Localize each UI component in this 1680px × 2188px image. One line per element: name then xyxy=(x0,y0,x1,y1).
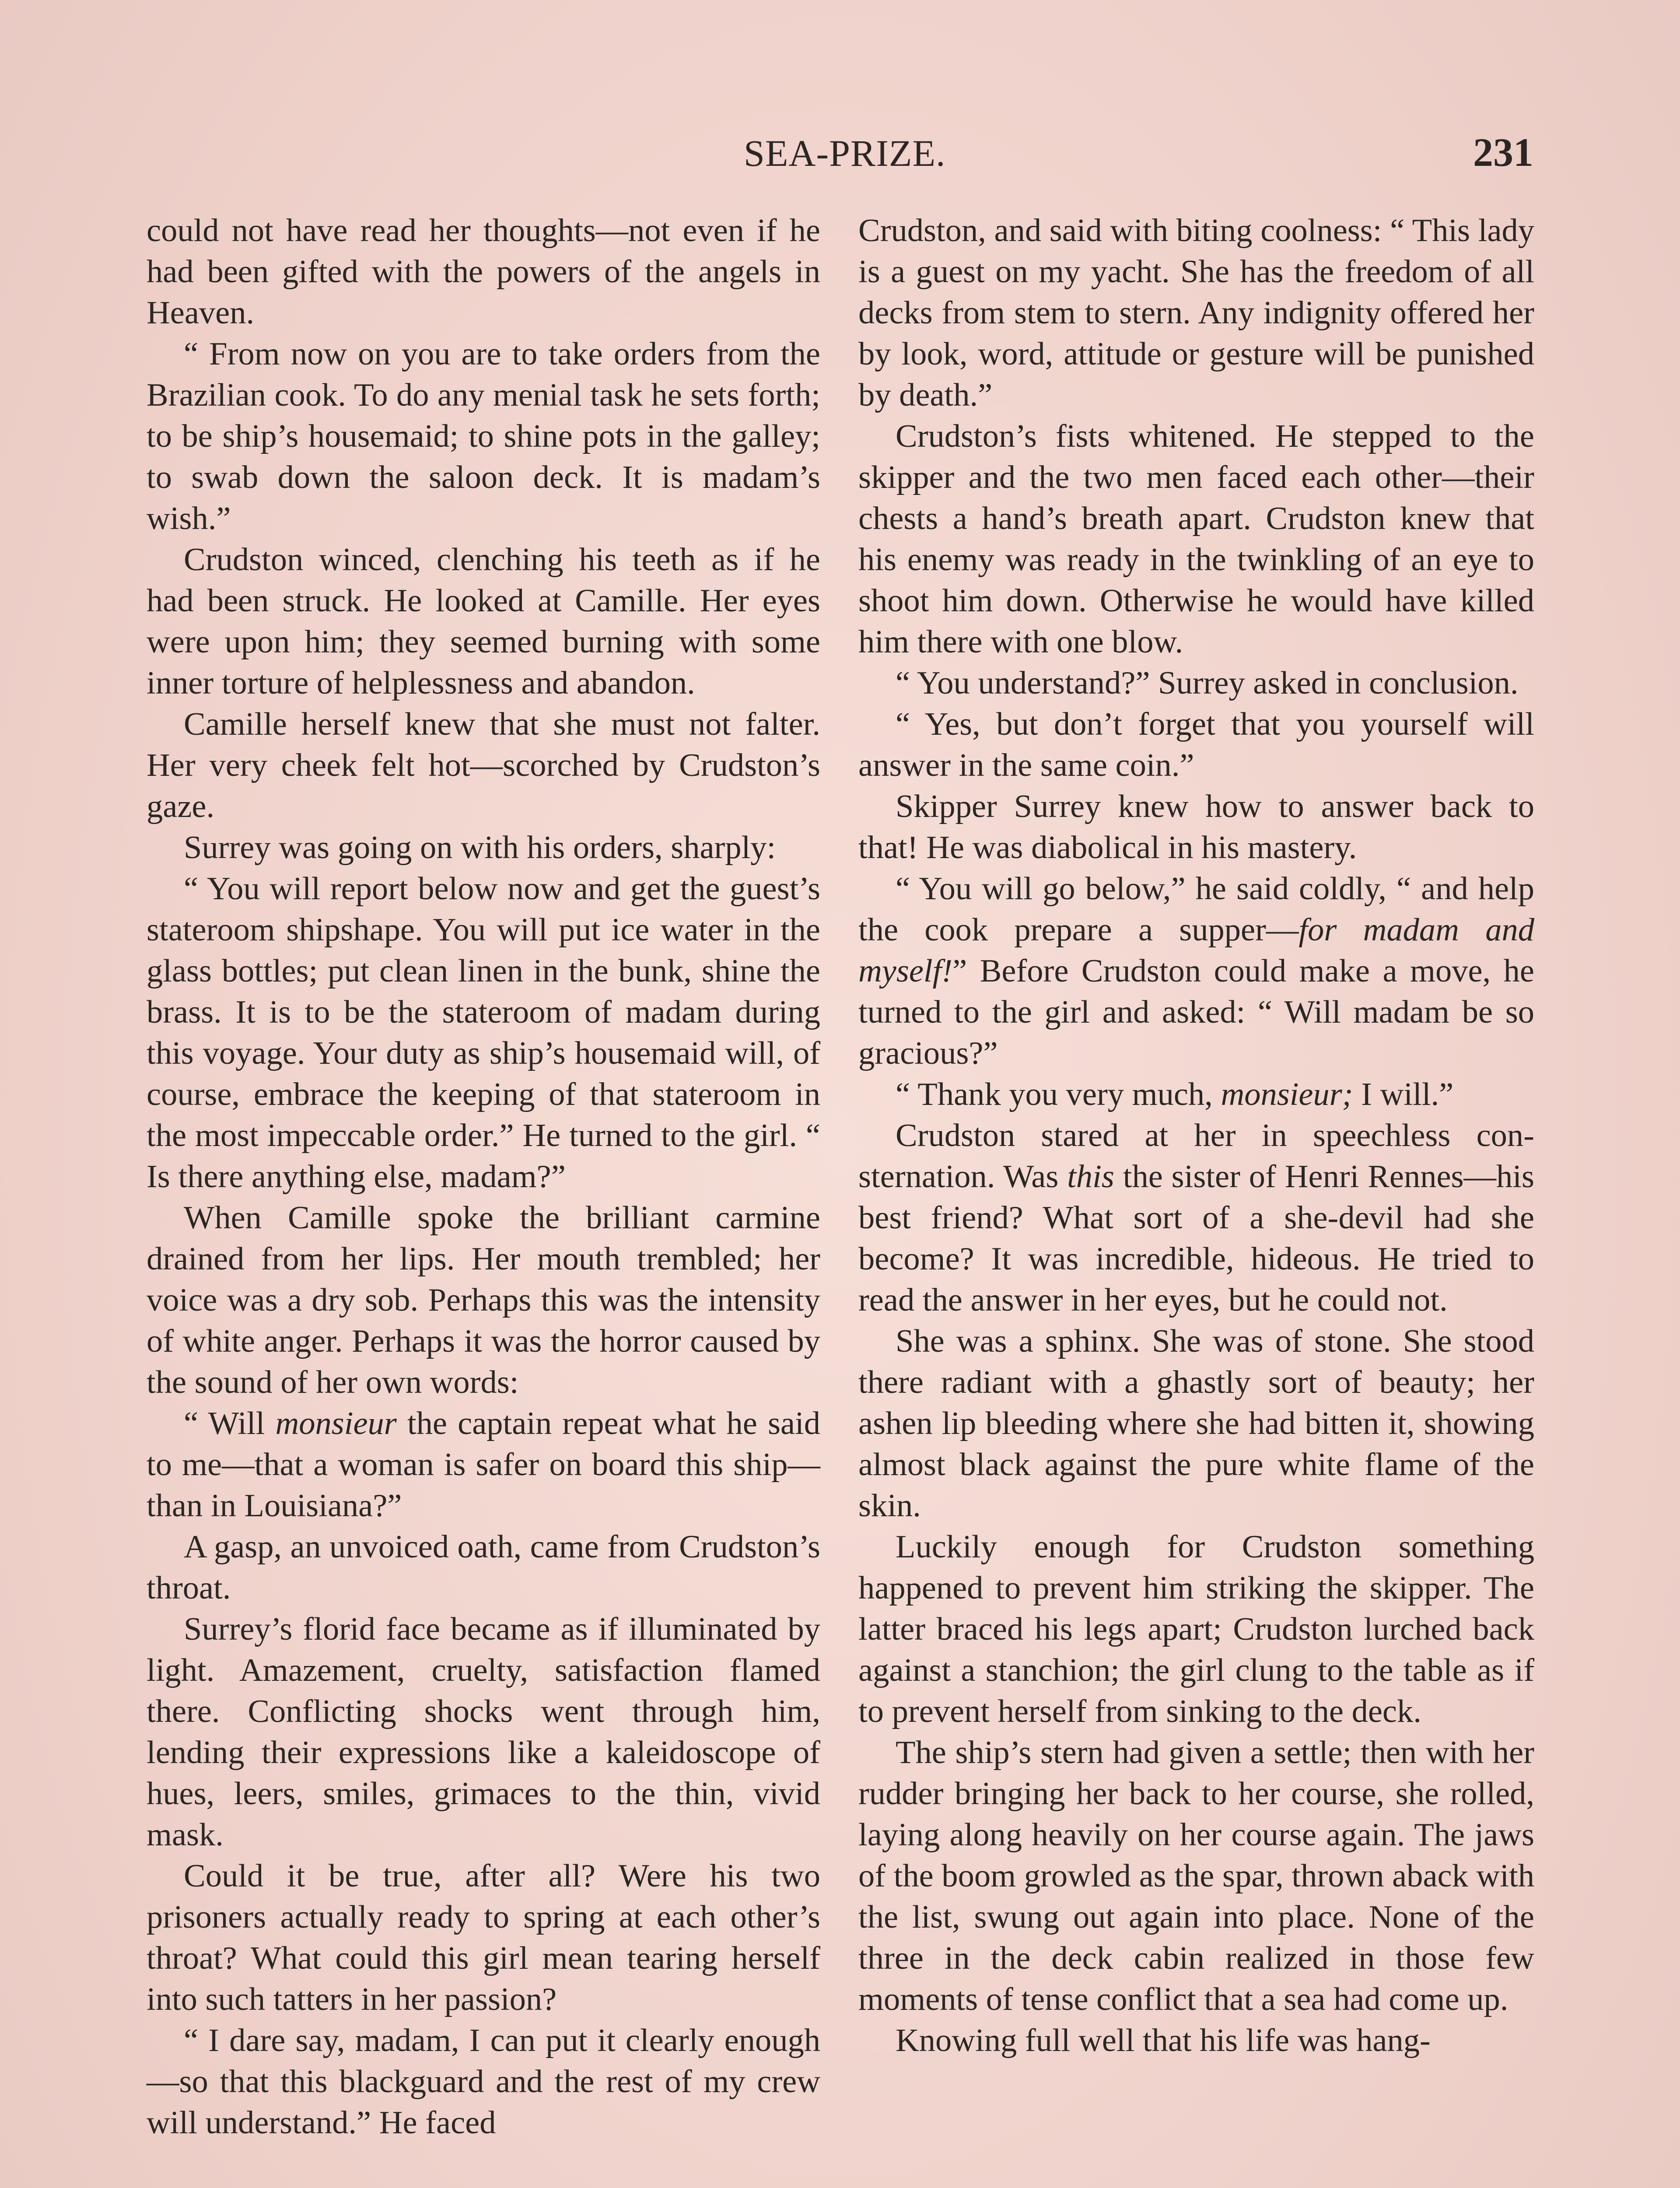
right-column xyxy=(858,210,1534,2061)
page-number: 231 xyxy=(1473,130,1533,175)
italic-text: this xyxy=(1067,1159,1114,1195)
text-run: the sister of Henri Rennes—his best friend? What sort of a she-devil had she become? It was incredible, hideous. He tried to read the answer in her eyes, but he could not. xyxy=(858,1159,1534,1318)
italic-text: for madam and myself! xyxy=(858,912,1535,989)
paragraph: Crudston’s fists whitened. He stepped to the skipper and the two men faced each other—their chests a hand’s breath apart. Crudston knew that his enemy was ready in the twinkling of an eye to shoot him down. Otherwise he would have killed him there with one blow. xyxy=(858,418,1534,660)
paragraph: Crudston, and said with biting coolness: “ This lady is a guest on my yacht. She has the freedom of all decks from stem to stern. Any indignity offered her by look, word, attitude or gesture will be punished by death.” xyxy=(858,213,1534,413)
paragraph xyxy=(147,1403,820,1526)
text-run: “ You will go below,” he said coldly, “ and help the cook prepare a supper— xyxy=(858,871,1534,948)
paragraph: Surrey was going on with his orders, sharply: xyxy=(184,830,776,866)
text-run: ” Before Crudston could make a move, he turned to the girl and asked: “ Will madam be so gracious?” xyxy=(858,953,1534,1071)
paragraph xyxy=(858,1074,1534,1115)
paragraph: Could it be true, after all? Were his two prisoners actually ready to spring at each other’s throat? What could this girl mean tearing herself into such tatters in her passion? xyxy=(147,1858,820,2017)
paragraph xyxy=(858,868,1534,1074)
text-run: “ Thank you very much, xyxy=(896,1076,1221,1112)
paragraph: could not have read her thoughts—not even if he had been gifted with the powers of the angels in Heaven. xyxy=(147,213,820,331)
paragraph: Crudston winced, clenching his teeth as if he had been struck. He looked at Camille. Her eyes were upon him; they seemed burning with some inner torture of helplessness and abandon. xyxy=(147,542,820,701)
paragraph: Knowing full well that his life was hang- xyxy=(896,2023,1431,2058)
italic-text: monsieur; xyxy=(1221,1076,1353,1112)
italic-text: monsieur xyxy=(275,1406,397,1441)
text-run: Crudston stared at her in speechless consternation. Was xyxy=(858,1118,1534,1195)
left-column xyxy=(147,210,820,2143)
text-run: the captain repeat what he said to me—that a woman is safer on board this ship—than in Louisiana?” xyxy=(147,1406,820,1524)
text-run: I will.” xyxy=(1353,1076,1454,1112)
paragraph: Surrey’s florid face became as if illuminated by light. Amazement, cruelty, satisfaction flamed there. Conflicting shocks went through him, lending their expressions like a kaleidoscope of hues, leers, smiles, grimaces to the thin, vivid mask. xyxy=(147,1611,820,1853)
paragraph: “ From now on you are to take orders from the Brazilian cook. To do any menial task he sets forth; to be ship’s housemaid; to shine pots in the galley; to swab down the saloon deck. It is madam’s wish.” xyxy=(147,336,820,536)
running-head: SEA-PRIZE. xyxy=(744,132,946,174)
paragraph: The ship’s stern had given a settle; then with her rudder bringing her back to her course, she rolled, laying along heavily on her course again. The jaws of the boom growled as the spar, thrown aback with the list, swung out again into place. None of the three in the deck cabin realized in those few moments of tense conflict that a sea had come up. xyxy=(858,1735,1534,2017)
paragraph: Skipper Surrey knew how to answer back to that! He was diabolical in his mastery. xyxy=(858,789,1534,866)
paragraph: Luckily enough for Crudston something happened to prevent him striking the skipper. The latter braced his legs apart; Crudston lurched back against a stanchion; the girl clung to the table as if to prevent herself from sinking to the deck. xyxy=(858,1529,1534,1729)
text-run: “ Will xyxy=(184,1406,276,1441)
paragraph xyxy=(858,1115,1534,1321)
paragraph: “ You will report below now and get the guest’s stateroom shipshape. You will put ice water in the glass bottles; put clean linen in the bunk, shine the brass. It is to be the stateroom of madam during this voyage. Your duty as ship’s housemaid will, of course, embrace the keeping of that stateroom in the most impeccable order.” He turned to the girl. “ Is there anything else, madam?” xyxy=(147,871,820,1195)
paragraph: Camille herself knew that she must not falter. Her very cheek felt hot—scorched by Crudston’s gaze. xyxy=(147,706,820,824)
paragraph: When Camille spoke the brilliant carmine drained from her lips. Her mouth trembled; her voice was a dry sob. Perhaps this was the intensity of white anger. Perhaps it was the horror caused by the sound of her own words: xyxy=(147,1200,820,1400)
paragraph: “ Yes, but don’t forget that you yourself will answer in the same coin.” xyxy=(858,706,1534,783)
paragraph: She was a sphinx. She was of stone. She stood there radiant with a ghastly sort of beauty; her ashen lip bleeding where she had bitten it, showing almost black against the pure white flame of the skin. xyxy=(858,1323,1534,1524)
paragraph: “ I dare say, madam, I can put it clearly enough—so that this blackguard and the rest of my crew will understand.” He faced xyxy=(147,2023,820,2141)
paragraph: “ You understand?” Surrey asked in conclusion. xyxy=(896,665,1519,701)
paragraph: A gasp, an unvoiced oath, came from Crudston’s throat. xyxy=(147,1529,820,1606)
